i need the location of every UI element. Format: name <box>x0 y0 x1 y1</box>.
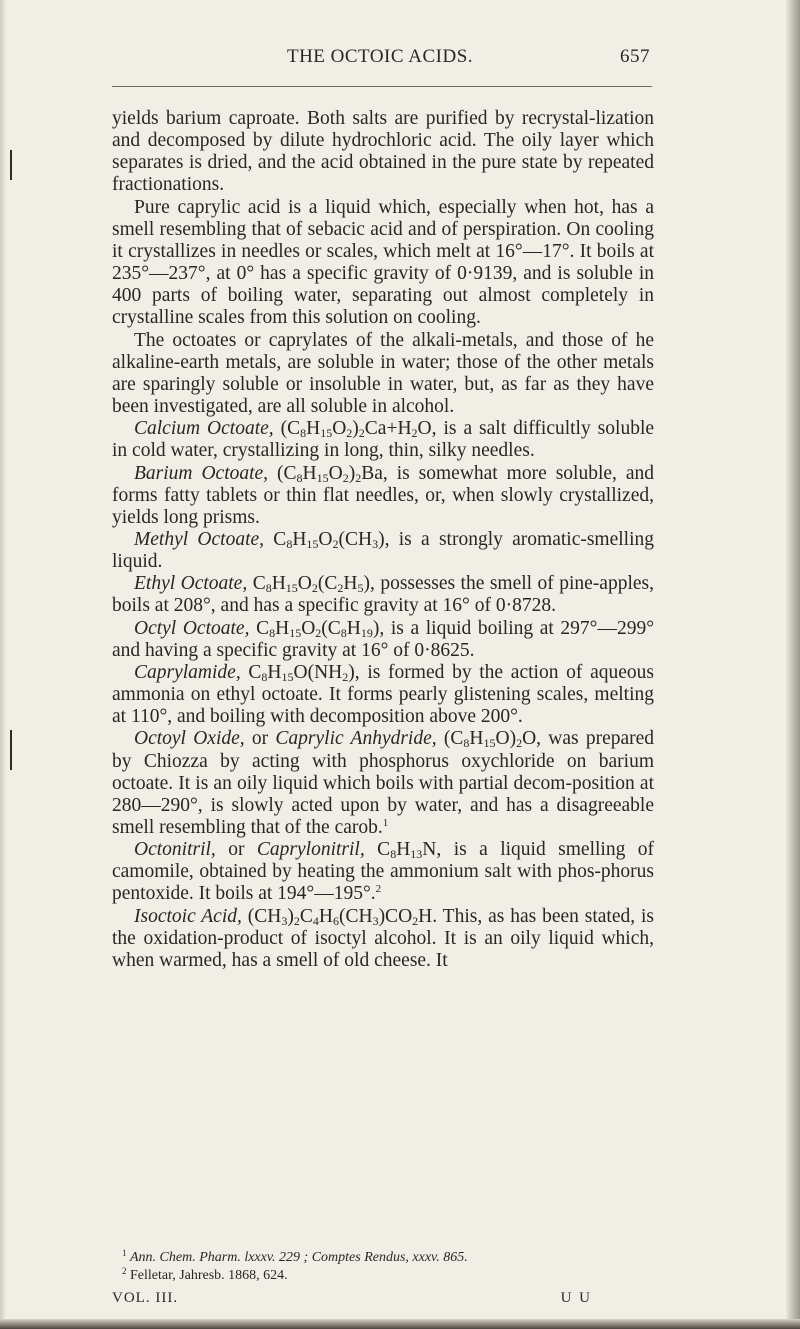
chemical-formula: $C_8H_{15}O_2(C_2H_5)$, <box>252 573 375 596</box>
page-number: 657 <box>620 46 650 67</box>
compound-text: was prepared by Chiozza by acting with phosphorus oxychloride on barium octoate. It is an oily liquid which boils with partial decom-position at 280—290°, is slowly acted upon by water, and has a disagreeable smell resembling that of the carob. <box>112 728 655 838</box>
compound-name: Octyl Octoate, <box>134 617 250 639</box>
signature-mark: U U <box>560 1290 592 1306</box>
paragraph: The octoates or caprylates of the alkali-metals, and those of he alkaline-earth metals, are soluble in water; those of the other metals are sparingly soluble or insoluble in water, but, as far as they have been investigated, are all soluble in alcohol. <box>112 329 654 418</box>
compound-text: is a salt difficultly soluble in cold water, crystallizing in long, thin, silky needles. <box>112 418 655 462</box>
footnote: $^1$ Ann. Chem. Pharm. lxxxv. 229 ; Comptes Rendus, xxxv. 865. <box>122 1248 468 1265</box>
running-title: THE OCTOIC ACIDS. <box>286 46 474 67</box>
chemical-formula: $C_8H_{15}O_2(C_8H_{19})$, <box>256 617 385 640</box>
compound-name: Calcium Octoate, <box>134 418 274 440</box>
compound-alt-name: Caprylonitril, <box>256 839 365 861</box>
compound-text: is a liquid boiling at 297°—299° and having a specific gravity at 16° of 0·8625. <box>112 617 655 661</box>
footnote-ref[interactable]: 2 <box>375 883 382 896</box>
compound-entry <box>112 573 654 617</box>
chemical-formula: $C_8H_{13}N$, <box>377 839 442 862</box>
chemical-formula: $(C_8H_{15}O_2)_2Ca+H_2O$, <box>280 418 437 441</box>
compound-entry <box>112 662 654 728</box>
compound-name: Ethyl Octoate, <box>134 573 248 595</box>
page-right-edge <box>786 0 800 1329</box>
footnote: $^2$ Felletar, Jahresb. 1868, 624. <box>122 1266 288 1283</box>
compound-text: This, as has been stated, is the oxidation-product of isoctyl alcohol. It is an oily liquid which, when warmed, has a smell of old cheese. It <box>112 905 654 971</box>
compound-entry <box>112 418 654 462</box>
compound-alt-name: Caprylic Anhydride, <box>275 728 437 750</box>
running-header <box>110 46 650 72</box>
chemical-formula: $(C_8H_{15}O)_2O$, <box>443 728 542 751</box>
compound-text: is a strongly aromatic-smelling liquid. <box>112 528 655 573</box>
compound-entry: Octonitril, or Caprylonitril, $C_8H_{13}N$, is a liquid smelling of camomile, obtained by heating the ammonium salt with phos-phorus pentoxide. It boils at 194°—195°.$^2$ <box>112 839 655 905</box>
compound-entry <box>112 618 654 662</box>
volume-label: VOL. III. <box>112 1290 179 1306</box>
paragraph: Pure caprylic acid is a liquid which, especially when hot, has a smell resembling that of sebacic acid and of perspiration. On cooling it crystallizes in needles or scales, which melt at 16°—17°. It boils at 235°—237°, at 0° has a specific gravity of 0·9139, and is soluble in 400 parts of boiling water, separating out almost completely in crystalline scales from this solution on cooling. <box>112 196 654 329</box>
margin-mark <box>10 150 12 180</box>
header-rule <box>112 86 652 87</box>
chemical-formula: $(CH_3)_2C_4H_6(CH_3)CO_2H$. <box>247 905 438 928</box>
chemical-formula: $C_8H_{15}O(NH_2)$, <box>248 661 360 684</box>
compound-entry <box>112 529 654 573</box>
compound-name: Barium Octoate, <box>134 462 269 484</box>
footnote-ref[interactable]: 1 <box>382 817 389 829</box>
compound-name: Isoctoic Acid, <box>134 905 242 927</box>
compound-text: is formed by the action of aqueous ammonia on ethyl octoate. It forms pearly glistening scales, melting at 110°, and boiling with decomposition above 200°. <box>112 661 654 728</box>
compound-name: Octonitril, <box>134 839 216 861</box>
compound-text: is somewhat more soluble, and forms fatty tablets or thin flat needles, or, when slowly crystallized, yields long prisms. <box>112 462 655 528</box>
compound-name: Methyl Octoate, <box>134 528 265 550</box>
compound-text: possesses the smell of pine-apples, boils at 208°, and has a specific gravity at 16° of 0·8728. <box>112 573 655 617</box>
chemical-formula: $(C_8H_{15}O_2)_2Ba$, <box>277 462 388 485</box>
margin-mark <box>10 730 12 770</box>
chemical-formula: $C_8H_{15}O_2(CH_3)$, <box>273 528 390 551</box>
body-text <box>112 108 654 972</box>
compound-text: is a liquid smelling of camomile, obtained by heating the ammonium salt with phos-phorus pentoxide. It boils at 194°—195°. <box>112 839 655 905</box>
compound-entry: Octoyl Oxide, or Caprylic Anhydride, $(C_8H_{15}O)_2O$, was prepared by Chiozza by acting with phosphorus oxychloride on barium octoate. It is an oily liquid which boils with partial decom-position at 280—290°, is slowly acted upon by water, and has a disagreeable smell resembling that of the carob.$^1$ <box>112 728 655 838</box>
page-left-edge <box>0 0 6 1329</box>
compound-name: Octoyl Oxide, <box>134 728 245 750</box>
compound-entry <box>112 463 654 529</box>
footnotes <box>112 1249 654 1285</box>
page-bottom-edge <box>0 1319 800 1329</box>
paragraph: yields barium caproate. Both salts are purified by recrystal-lization and decomposed by dilute hydrochloric acid. The oily layer which separates is dried, and the acid obtained in the pure state by repeated fractionations. <box>112 108 654 196</box>
compound-entry <box>112 906 654 972</box>
compound-name: Caprylamide, <box>134 661 241 683</box>
